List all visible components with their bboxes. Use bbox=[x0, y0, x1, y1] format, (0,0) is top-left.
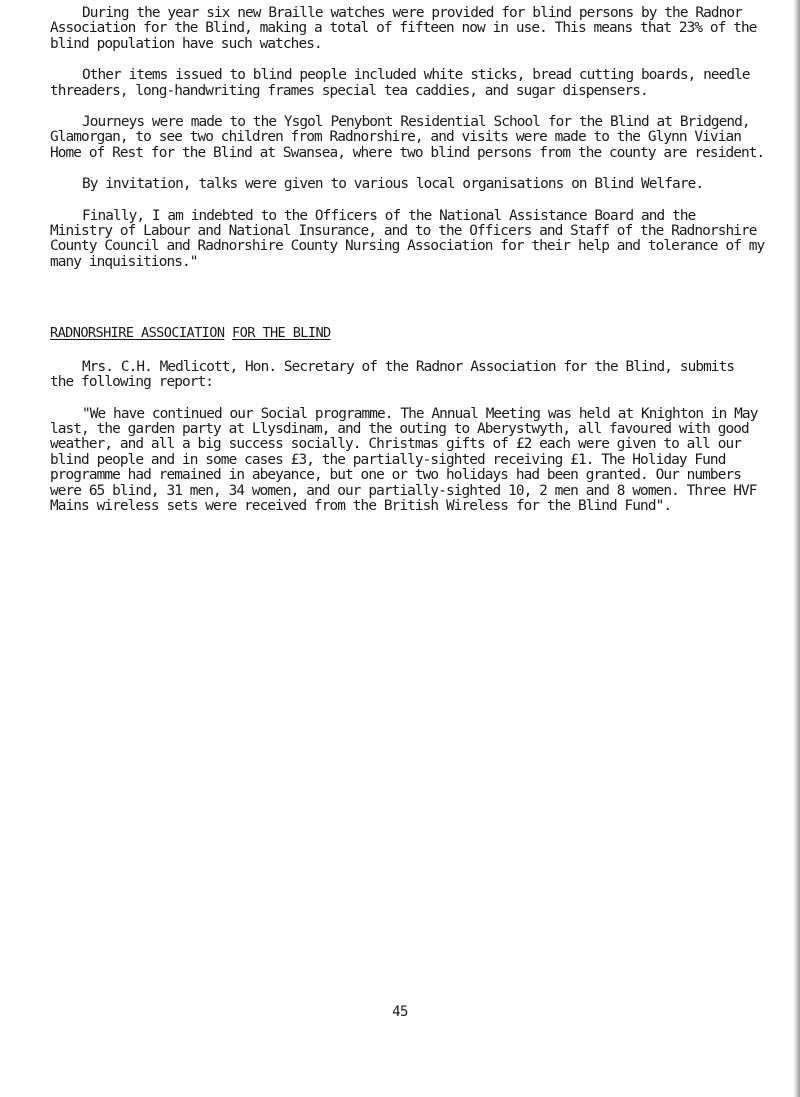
paragraph-other-items: Other items issued to blind people included white sticks, bread cutting boards, needle threaders, long-handwriting frames special tea caddies, and sugar dispensers. bbox=[50, 67, 750, 99]
page-number: 45 bbox=[392, 1004, 408, 1020]
paragraph-social-programme: "We have continued our Social programme. The Annual Meeting was held at Knighton in May last, the garden party at Llysdinam, and the outing to Aberystwyth, all favoured with good weather, and all a big success socially. Christmas gifts of £2 each were given to all our blind people and in some cases £3, the partially-sighted receiving £1. The Holiday Fund programme had remained in abeyance, but one or two holidays had been granted. Our numbers were 65 blind, 31 men, 34 women, and our partially-sighted 10, 2 men and 8 women. Three HVF Mains wireless sets were received from the British Wireless for the Blind Fund". bbox=[50, 405, 758, 514]
page-edge-shadow bbox=[793, 0, 800, 1097]
section-heading-rest: FOR THE BLIND bbox=[232, 325, 331, 342]
paragraph-talks: By invitation, talks were given to various local organisations on Blind Welfare. bbox=[82, 176, 704, 193]
section-heading-main: RADNORSHIRE ASSOCIATION bbox=[50, 325, 225, 342]
paragraph-journeys: Journeys were made to the Ysgol Penybont Residential School for the Blind at Bridgend, Glamorgan, to see two children from Radnorshire, and visits were made to the Glynn Vivian Home of Rest for the Blind at Swansea, where two blind persons from the county are resident. bbox=[50, 114, 765, 161]
paragraph-braille-watches: During the year six new Braille watches were provided for blind persons by the Radnor Association for the Blind, making a total of fifteen now in use. This means that 23% of the blind population have such watches. bbox=[50, 5, 757, 52]
section-heading bbox=[50, 326, 765, 341]
document-page bbox=[50, 6, 765, 530]
paragraph-medlicott-intro: Mrs. C.H. Medlicott, Hon. Secretary of the Radnor Association for the Blind, submits the following report: bbox=[50, 358, 735, 391]
paragraph-acknowledgements: Finally, I am indebted to the Officers of the National Assistance Board and the Ministry of Labour and National Insurance, and to the Officers and Staff of the Radnorshire County Council and Radnorshire County Nursing Association for their help and tolerance of my many inquisitions." bbox=[50, 207, 765, 270]
